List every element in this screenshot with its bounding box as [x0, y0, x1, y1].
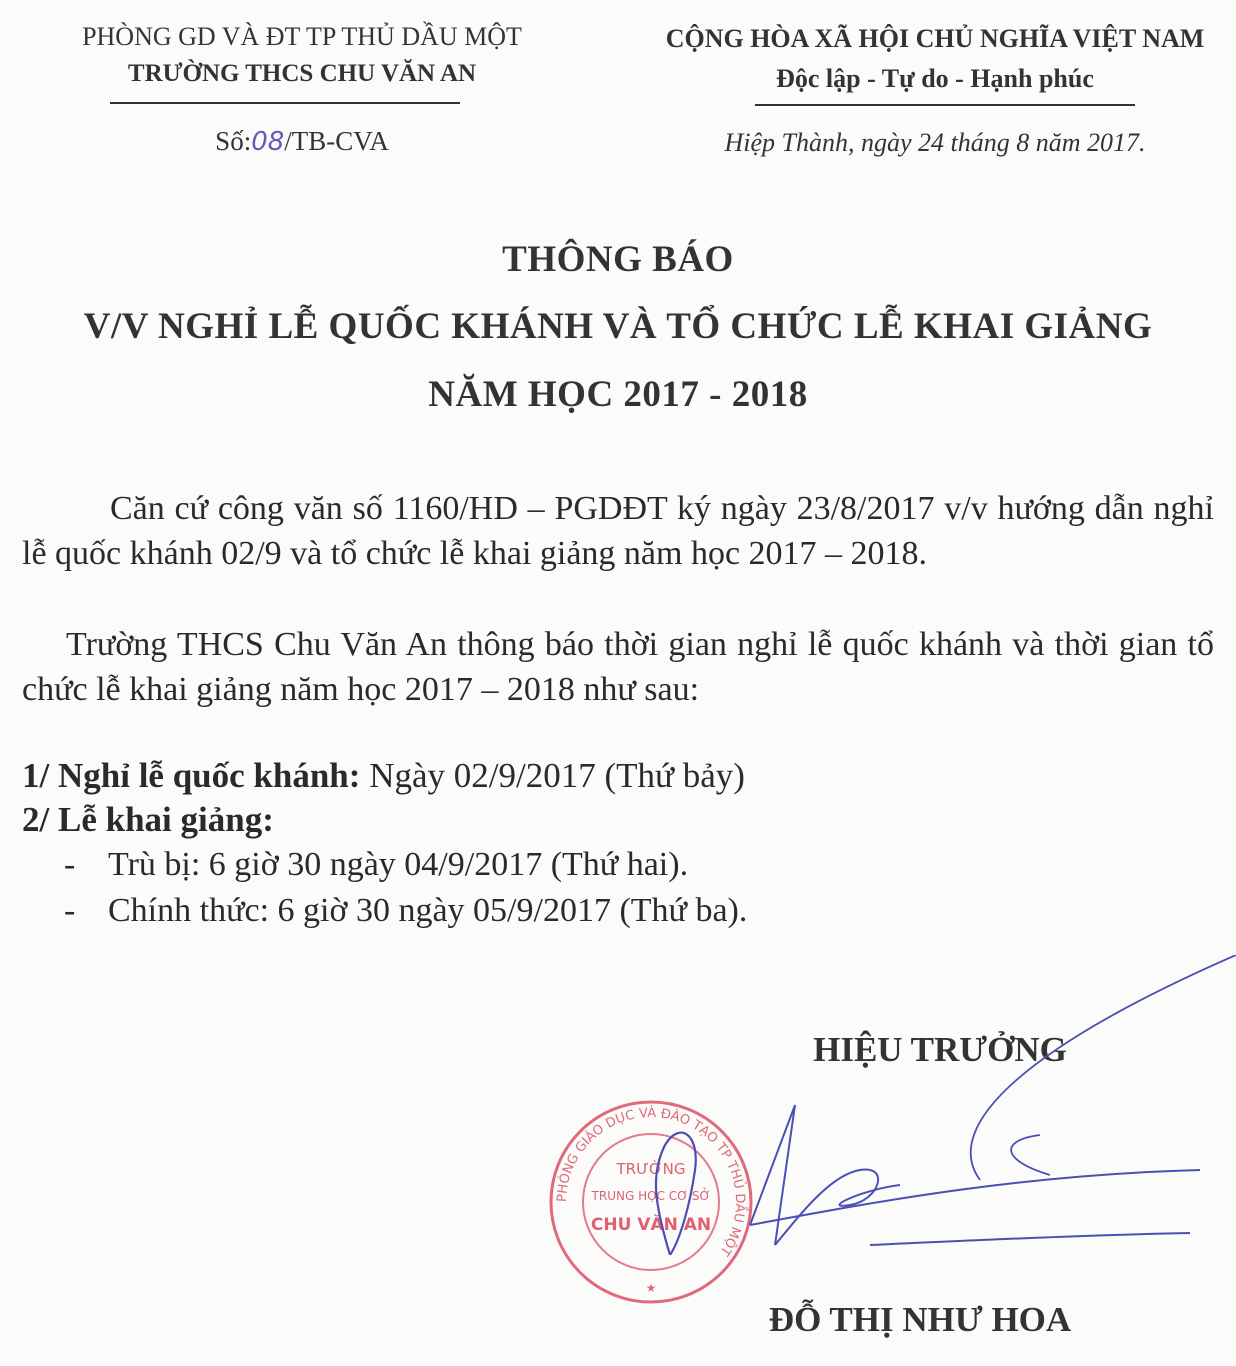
- header-left-divider: [110, 102, 460, 104]
- bullet-rehearsal: Trù bị: 6 giờ 30 ngày 04/9/2017 (Thứ hai).: [108, 846, 689, 883]
- bullet-official: Chính thức: 6 giờ 30 ngày 05/9/2017 (Thứ ba).: [108, 892, 748, 929]
- signer-name: ĐỖ THỊ NHƯ HOA: [768, 1300, 1072, 1339]
- stamp-center-2: TRUNG HỌC CƠ SỞ: [591, 1189, 711, 1203]
- document-number: [52, 126, 552, 157]
- doc-number-prefix: Số:: [215, 126, 252, 156]
- header-right-divider: [755, 104, 1135, 106]
- doc-number-handwritten: 08: [251, 127, 285, 157]
- motto: Độc lập - Tự do - Hạnh phúc: [776, 64, 1094, 93]
- notice-subject: V/V NGHỈ LỄ QUỐC KHÁNH VÀ TỔ CHỨC LỄ KHAI GIẢNG: [83, 306, 1153, 347]
- agency-name: PHÒNG GD VÀ ĐT TP THỦ DẦU MỘT: [82, 22, 522, 51]
- section-opening-ceremony: 2/ Lễ khai giảng:: [22, 800, 274, 839]
- stamp-ring-text: PHÒNG GIÁO DỤC VÀ ĐÀO TẠO TP THỦ DẦU MỘT: [554, 1105, 748, 1259]
- section-national-day: [22, 756, 745, 796]
- section-national-day-label: 1/ Nghỉ lễ quốc khánh:: [22, 756, 361, 795]
- republic-title: CỘNG HÒA XÃ HỘI CHỦ NGHĨA VIỆT NAM: [665, 24, 1205, 53]
- notice-school-year: NĂM HỌC 2017 - 2018: [428, 374, 808, 415]
- notice-title: THÔNG BÁO: [502, 239, 734, 280]
- body-paragraph-announcement: Trường THCS Chu Văn An thông báo thời gian nghỉ lễ quốc khánh và thời gian tổ chức lễ khai giảng năm học 2017 – 2018 như sau:: [22, 626, 1214, 708]
- doc-number-suffix: /TB-CVA: [284, 126, 389, 156]
- section-national-day-value: Ngày 02/9/2017 (Thứ bảy): [360, 756, 745, 795]
- body-paragraph-basis: Căn cứ công văn số 1160/HD – PGDĐT ký ngày 23/8/2017 v/v hướng dẫn nghỉ lễ quốc khánh 02/9 và tổ chức lễ khai giảng năm học 2017 – 2018.: [22, 490, 1214, 572]
- bullet-dash: -: [64, 846, 76, 883]
- stamp-center-3: CHU VĂN AN: [590, 1215, 712, 1235]
- signer-title: HIỆU TRƯỞNG: [813, 1030, 1067, 1069]
- handwritten-signature: [560, 955, 1236, 1255]
- bullet-dash: -: [64, 892, 76, 929]
- stamp-center-1: TRƯỜNG: [616, 1160, 686, 1178]
- list-item: [64, 846, 688, 884]
- list-item: [64, 892, 747, 930]
- school-name: TRƯỜNG THCS CHU VĂN AN: [127, 60, 477, 87]
- date-line: Hiệp Thành, ngày 24 tháng 8 năm 2017.: [724, 128, 1146, 157]
- stamp-star-icon: ★: [645, 1281, 657, 1295]
